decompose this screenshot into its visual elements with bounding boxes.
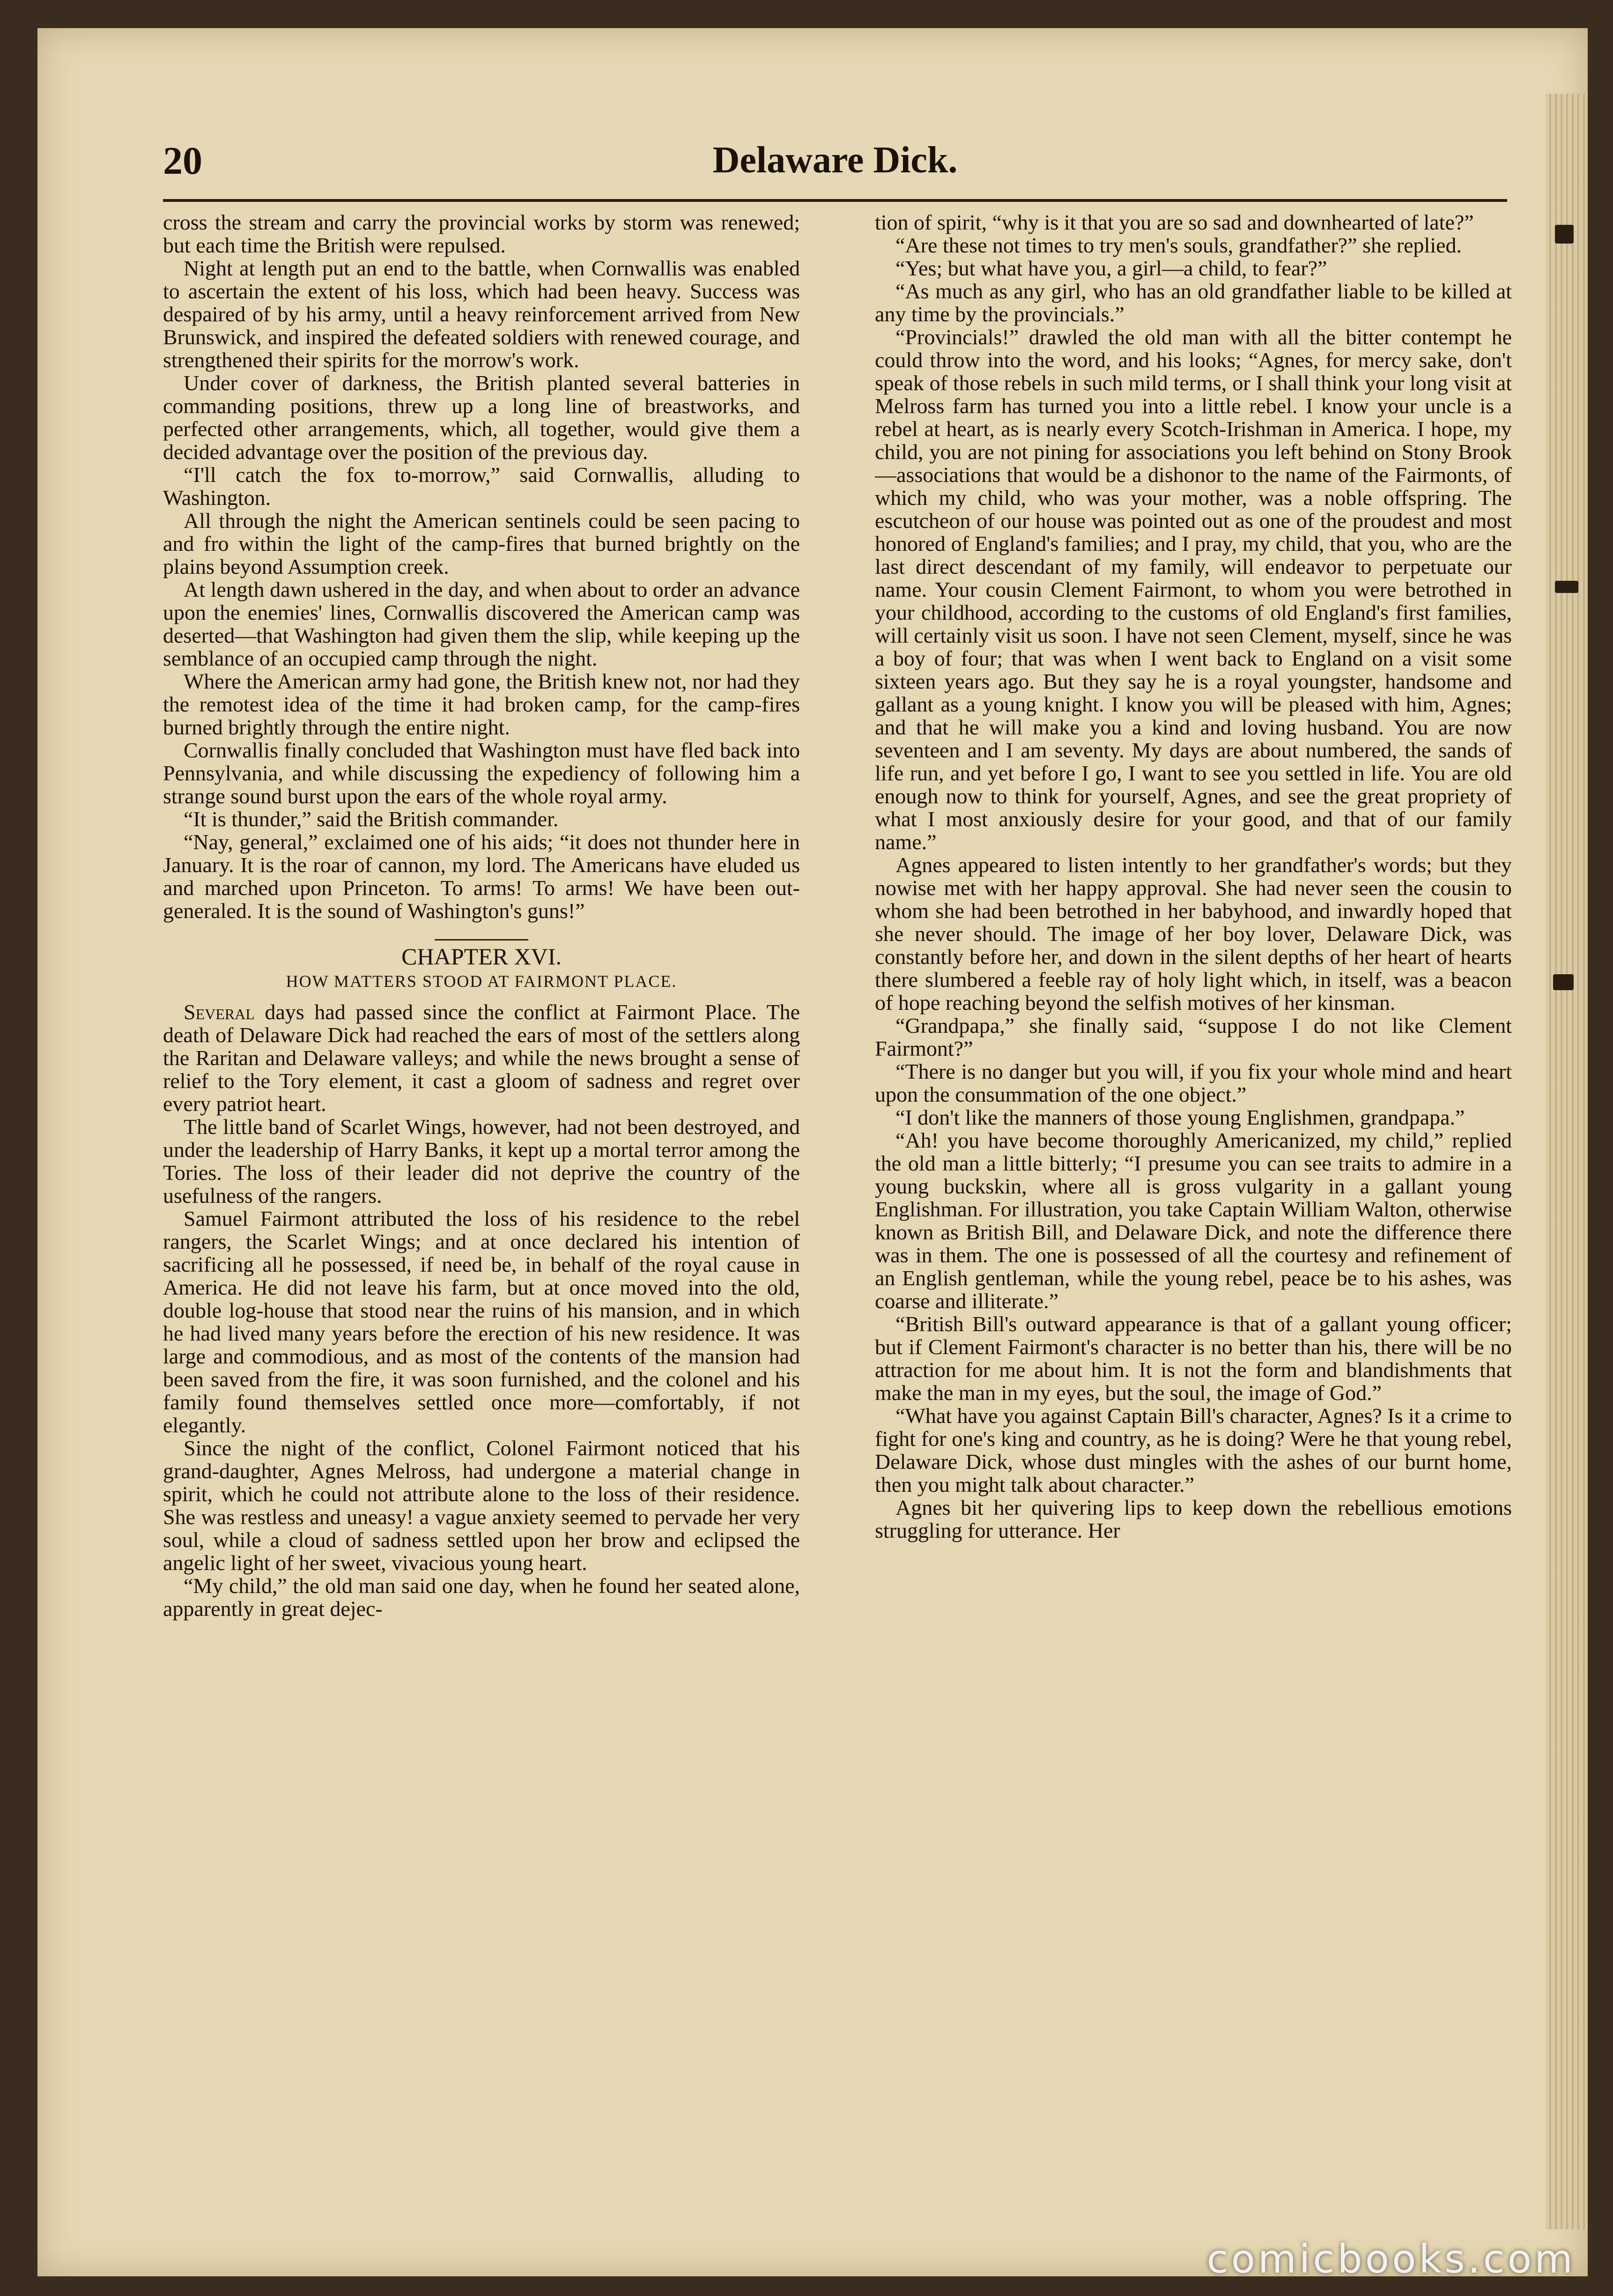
paragraph: Agnes appeared to listen intently to her grandfather's words; but they nowise met with her happy approval. She had never seen the cousin to whom she had been betrothed in her babyhood, and inwardly hoped that she never should. The image of her boy lover, Delaware Dick, was constantly before her, and down in the silent depths of her heart of hearts there slumbered a feeble ray of holy light which, in itself, was a beacon of hope reaching beyond the selfish motives of her kinsman.	[875, 853, 1512, 1015]
paragraph: “Grandpapa,” she finally said, “suppose I do not like Clement Fairmont?”	[875, 1014, 1512, 1060]
paragraph: cross the stream and carry the provincial works by storm was renewed; but each time the British were repulsed.	[163, 211, 800, 257]
page-edge-stack	[1546, 94, 1588, 2229]
opening-word: Several	[184, 1000, 255, 1024]
paragraph: At length dawn ushered in the day, and when about to order an advance upon the enemies' lines, Cornwallis discovered the American camp was deserted—that Washington had given them the slip, while keeping up the semblance of an occupied camp through the night.	[163, 578, 800, 670]
paragraph: “I'll catch the fox to-morrow,” said Cornwallis, alluding to Washington.	[163, 463, 800, 510]
paragraph-text: days had passed since the conflict at Fairmont Place. The death of Delaware Dick had reached the ears of most of the settlers along the Raritan and Delaware valleys; and while the news brought a sense of relief to the Tory element, it cast a gloom of sadness and regret over every patriot heart.	[163, 1000, 800, 1116]
paragraph: “What have you against Captain Bill's character, Agnes? Is it a crime to fight for one's king and country, as he is doing? Were he that young rebel, Delaware Dick, whose dust mingles with the ashes of our burnt home, then you might talk about character.”	[875, 1404, 1512, 1496]
paragraph: “There is no danger but you will, if you fix your whole mind and heart upon the consummation of the one object.”	[875, 1059, 1512, 1106]
paragraph: Cornwallis finally concluded that Washington must have fled back into Pennsylvania, and while discussing the expediency of following him a strange sound burst upon the ears of the whole royal army.	[163, 738, 800, 808]
paragraph: Since the night of the conflict, Colonel Fairmont noticed that his grand-daughter, Agnes Melross, had undergone a material change in spirit, which he could not attribute alone to the loss of their residence. She was restless and uneasy! a vague anxiety seemed to pervade her very soul, while a cloud of sadness settled upon her brow and eclipsed the angelic light of her sweet, vivacious young heart.	[163, 1436, 800, 1575]
header-rule	[163, 199, 1507, 202]
paragraph: Where the American army had gone, the British knew not, nor had they the remotest idea of the time it had broken camp, for the camp-fires burned brightly through the entire night.	[163, 669, 800, 739]
running-title: Delaware Dick.	[712, 140, 958, 181]
paragraph: Under cover of darkness, the British planted several batteries in commanding positions, threw up a long line of breastworks, and perfected other arrangements, which, all together, would give them a decided advantage over the position of the previous day.	[163, 371, 800, 464]
paragraph: tion of spirit, “why is it that you are so sad and downhearted of late?”	[875, 211, 1474, 234]
paragraph: Night at length put an end to the battle, when Cornwallis was enabled to ascertain the extent of his loss, which had been heavy. Success was despaired of by his army, until a heavy reinforcement arrived from New Brunswick, and inspired the defeated soldiers with renewed courage, and strengthened their spirits for the morrow's work.	[163, 256, 800, 372]
watermark: comicbooks.com	[1206, 2236, 1576, 2282]
binding-mark	[1555, 225, 1574, 244]
paragraph: The little band of Scarlet Wings, however, had not been destroyed, and under the leadership of Harry Banks, it kept up a mortal terror among the Tories. The loss of their leader did not deprive the country of the usefulness of the rangers.	[163, 1115, 800, 1207]
page-header	[163, 129, 1507, 199]
binding-mark	[1553, 974, 1574, 990]
paragraph: Agnes bit her quivering lips to keep down the rebellious emotions struggling for utterance. Her	[875, 1496, 1512, 1542]
paragraph: “Yes; but what have you, a girl—a child, to fear?”	[895, 256, 1327, 280]
chapter-subtitle: HOW MATTERS STOOD AT FAIRMONT PLACE.	[286, 972, 677, 991]
paragraph: “Ah! you have become thoroughly Americanized, my child,” replied the old man a little bitterly; “I presume you can see traits to admire in a young buckskin, where all is gross vulgarity in a gallant young Englishman. For illustration, you take Captain William Walton, otherwise known as British Bill, and Delaware Dick, and note the difference there was in them. The one is possessed of all the courtesy and refinement of an English gentleman, while the young rebel, peace be to his ashes, was coarse and illiterate.”	[875, 1128, 1512, 1313]
paragraph: “Are these not times to try men's souls, grandfather?” she replied.	[895, 233, 1462, 257]
paragraph: “British Bill's outward appearance is that of a gallant young officer; but if Clement Fairmont's character is no better than his, there will be no attraction for me about him. It is not the form and blandishments that make the man in my eyes, but the soul, the image of God.”	[875, 1312, 1512, 1405]
paragraph: All through the night the American sentinels could be seen pacing to and fro within the light of the camp-fires that burned brightly on the plains beyond Assumption creek.	[163, 509, 800, 578]
paragraph: “It is thunder,” said the British commander.	[184, 807, 559, 831]
chapter-title: CHAPTER XVI.	[401, 943, 562, 970]
paragraph: “Nay, general,” exclaimed one of his aids; “it does not thunder here in January. It is the roar of cannon, my lord. The Americans have eluded us and marched upon Princeton. To arms! To arms! We have been out-generaled. It is the sound of Washington's guns!”	[163, 830, 800, 923]
left-column	[163, 211, 800, 2206]
paragraph: “As much as any girl, who has an old grandfather liable to be killed at any time by the provincials.”	[875, 279, 1512, 326]
paragraph: “Provincials!” drawled the old man with all the bitter contempt he could throw into the word, and his looks; “Agnes, for mercy sake, don't speak of those rebels in such mild terms, or I shall think your long visit at Melross farm has turned you into a little rebel. I know your uncle is a rebel at heart, as is nearly every Scotch-Irishman in America. I hope, my child, you are not pining for associations you left behind on Stony Brook—associations that would be a dishonor to the name of the Fairmonts, of which my child, who was your mother, was a noble offspring. The escutcheon of our house was pointed out as one of the proudest and most honored of England's families; and I pray, my child, that you, who are the last direct descendant of my family, will endeavor to perpetuate our name. Your cousin Clement Fairmont, to whom you were betrothed in your childhood, according to the customs of old England's first families, will certainly visit us soon. I have not seen Clement, myself, since he was a boy of four; that was when I went back to England on a visit some sixteen years ago. But they say he is a royal youngster, handsome and gallant as a young knight. I know you will be pleased with him, Agnes; and that he will make you a kind and loving husband. You are now seventeen and I am seventy. My days are about numbered, the sands of life run, and yet before I go, I want to see you settled in life. You are old enough now to think for yourself, Agnes, and see the great propriety of what I most anxiously desire for your good, and that of our family name.”	[875, 325, 1512, 854]
book-page	[37, 28, 1588, 2276]
page-number: 20	[163, 139, 202, 183]
binding-mark	[1555, 581, 1578, 593]
paragraph: Samuel Fairmont attributed the loss of his residence to the rebel rangers, the Scarlet Wings; and at once declared his intention of sacrificing all he possessed, if need be, in behalf of the royal cause in America. He did not leave his farm, but at once moved into the old, double log-house that stood near the ruins of his mansion, and in which he had lived many years before the erection of his new residence. It was large and commodious, and as most of the contents of the mansion had been saved from the fire, it was soon furnished, and the colonel and his family found themselves settled once more—comfortably, if not elegantly.	[163, 1207, 800, 1437]
paragraph	[163, 1000, 800, 1115]
chapter-rule	[435, 939, 528, 941]
paragraph: “I don't like the manners of those young Englishmen, grandpapa.”	[895, 1105, 1465, 1129]
right-column	[875, 211, 1512, 2206]
paragraph: “My child,” the old man said one day, when he found her seated alone, apparently in great dejec-	[163, 1574, 800, 1621]
